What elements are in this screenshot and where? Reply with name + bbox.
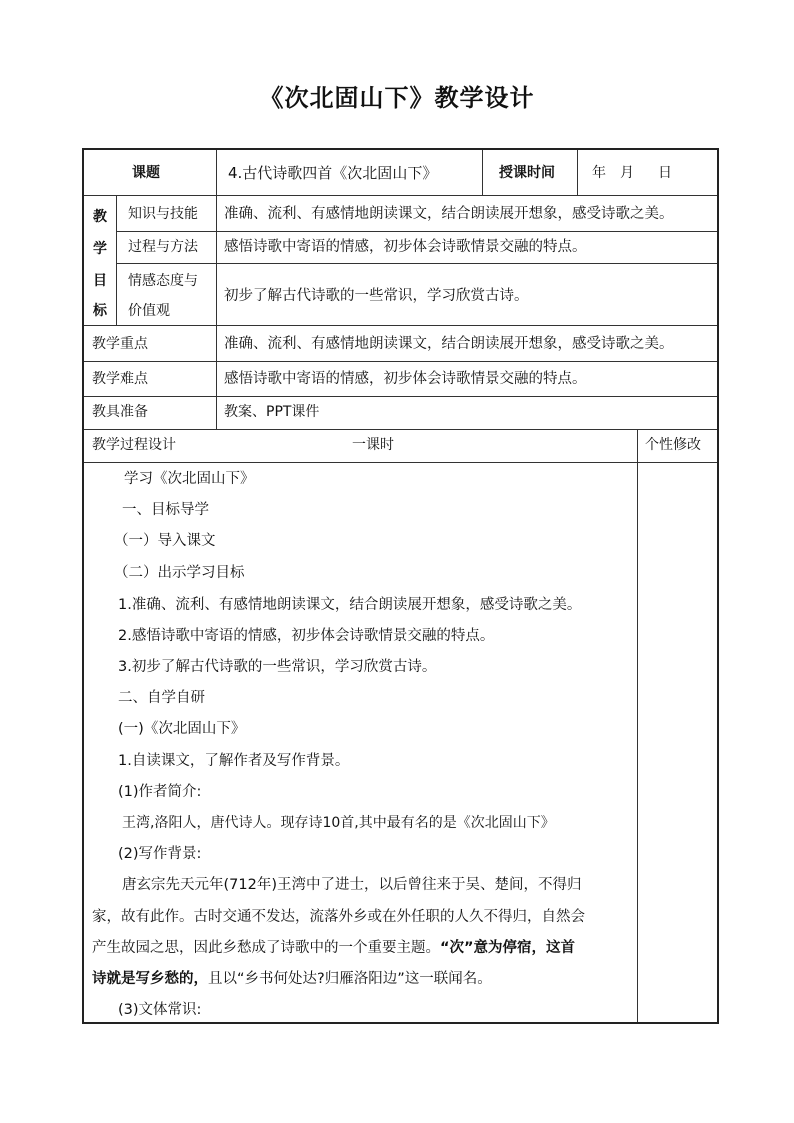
row-divider [84, 361, 717, 362]
body-subheading: (一)《次北固山下》 [118, 721, 246, 737]
goals-side-char: 教 [93, 209, 107, 225]
col-divider [216, 150, 217, 429]
goal-value-attitude: 初步了解古代诗歌的一些常识，学习欣赏古诗。 [224, 288, 529, 304]
materials-value: 教案、PPT课件 [224, 404, 320, 420]
body-paragraph-line [92, 969, 492, 989]
topic-value: 4.古代诗歌四首《次北固山下》 [228, 164, 438, 182]
col-divider [482, 150, 483, 195]
goal-value-process: 感悟诗歌中寄语的情感，初步体会诗歌情景交融的特点。 [224, 239, 587, 255]
body-line: (2)写作背景: [118, 846, 202, 862]
row-divider [84, 325, 717, 326]
body-subheading: （二）出示学习目标 [114, 565, 245, 581]
goals-side-char: 标 [93, 303, 107, 319]
body-line: (1)作者简介: [118, 784, 202, 800]
row-divider [84, 195, 717, 196]
goal-value-knowledge: 准确、流利、有感情地朗读课文，结合朗读展开想象，感受诗歌之美。 [224, 206, 674, 222]
goals-side-char: 学 [93, 241, 107, 257]
process-label: 教学过程设计 [92, 437, 176, 453]
body-line: 王湾,洛阳人，唐代诗人。现存诗10首,其中最有名的是《次北固山下》 [122, 815, 555, 831]
time-label: 授课时间 [499, 165, 555, 181]
row-divider [84, 462, 717, 463]
difficulties-value: 感悟诗歌中寄语的情感，初步体会诗歌情景交融的特点。 [224, 371, 587, 387]
body-line: 1.自读课文，了解作者及写作背景。 [118, 753, 350, 769]
lesson-plan-table [82, 148, 719, 1024]
body-emphasis: “次”意为停宿，这首 [440, 940, 576, 956]
body-line: 1.准确、流利、有感情地朗读课文，结合朗读展开想象，感受诗歌之美。 [118, 597, 582, 613]
date-month: 月 [620, 165, 634, 181]
materials-label: 教具准备 [92, 404, 148, 420]
body-subheading: （一）导入课文 [114, 533, 216, 549]
goals-side-char: 目 [93, 273, 107, 289]
body-line: (3)文体常识: [118, 1002, 202, 1018]
body-paragraph-line: 家，故有此作。古时交通不发达，流落外乡或在外任职的人久不得归，自然会 [92, 909, 585, 925]
body-paragraph-line: 唐玄宗先天元年(712年)王湾中了进士，以后曾往来于吴、楚间，不得归 [122, 877, 582, 893]
goal-label-attitude-line1: 情感态度与 [128, 273, 198, 289]
row-divider [84, 429, 717, 430]
body-text: 产生故园之思，因此乡愁成了诗歌中的一个重要主题。 [92, 940, 440, 956]
date-year: 年 [592, 165, 606, 181]
row-divider [116, 231, 717, 232]
col-divider [637, 429, 638, 1022]
col-divider [116, 195, 117, 325]
body-line: 学习《次北固山下》 [124, 471, 255, 487]
body-heading: 二、自学自研 [118, 690, 205, 706]
difficulties-label: 教学难点 [92, 371, 148, 387]
goal-label-process: 过程与方法 [128, 239, 198, 255]
row-divider [116, 263, 717, 264]
body-heading: 一、目标导学 [122, 502, 209, 518]
revise-label: 个性修改 [645, 437, 701, 453]
body-line: 3.初步了解古代诗歌的一些常识，学习欣赏古诗。 [118, 659, 437, 675]
body-emphasis: 诗就是写乡愁的， [92, 971, 208, 987]
process-period: 一课时 [352, 437, 394, 453]
goal-label-attitude-line2: 价值观 [128, 303, 170, 319]
body-line: 2.感悟诗歌中寄语的情感，初步体会诗歌情景交融的特点。 [118, 628, 495, 644]
document-title: 《次北固山下》教学设计 [259, 83, 535, 112]
date-day: 日 [658, 165, 672, 181]
row-divider [84, 396, 717, 397]
col-divider [577, 150, 578, 195]
body-paragraph-line [92, 938, 575, 958]
key-points-label: 教学重点 [92, 336, 148, 352]
goal-label-knowledge: 知识与技能 [128, 206, 198, 222]
key-points-value: 准确、流利、有感情地朗读课文，结合朗读展开想象，感受诗歌之美。 [224, 336, 674, 352]
topic-label: 课题 [132, 165, 160, 181]
body-text: 且以“乡书何处达?归雁洛阳边”这一联闻名。 [208, 971, 492, 987]
